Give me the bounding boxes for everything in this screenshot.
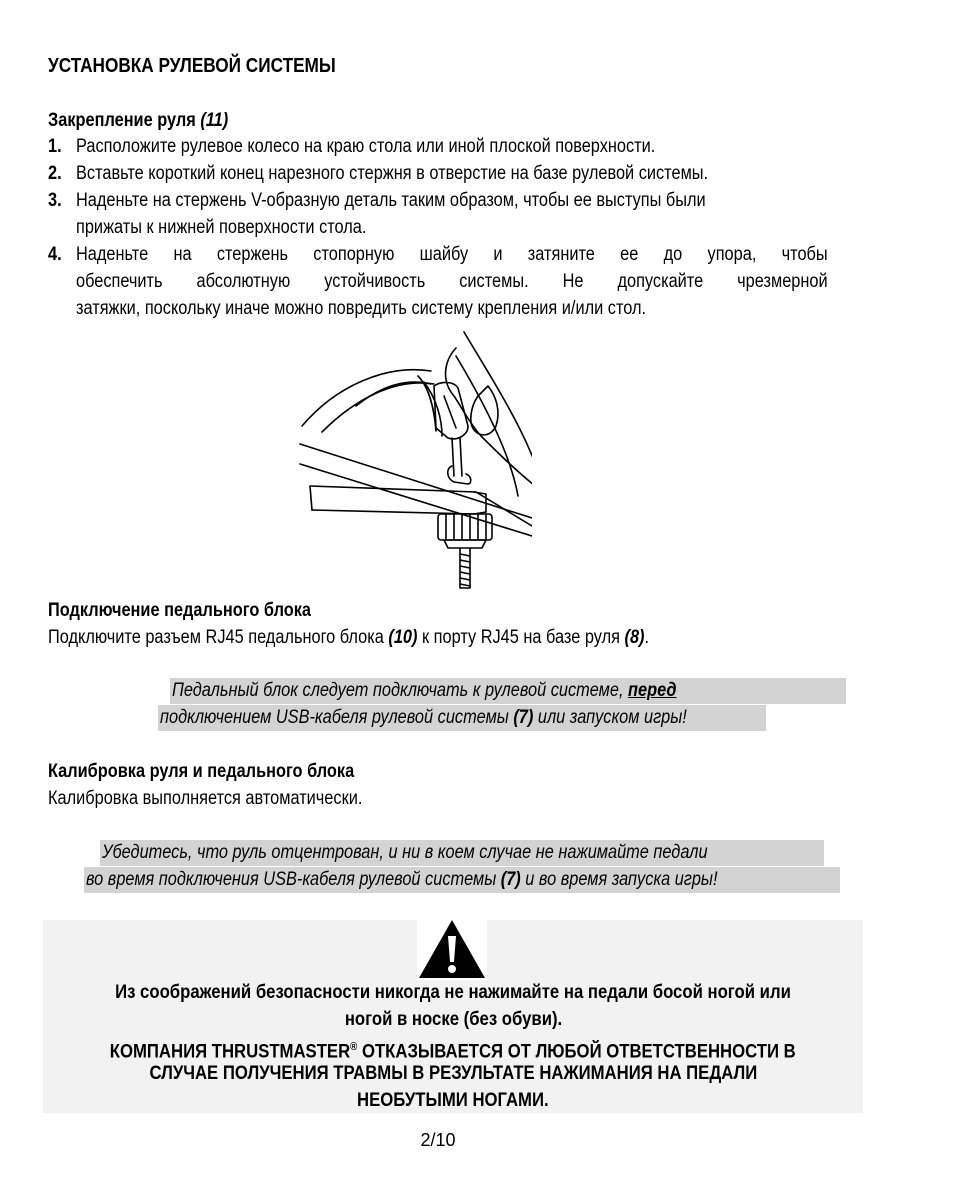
- page-title: УСТАНОВКА РУЛЕВОЙ СИСТЕМЫ: [48, 55, 336, 77]
- pedals-heading: Подключение педального блока: [48, 600, 311, 621]
- warning-text: ОТКАЗЫВАЕТСЯ ОТ ЛЮБОЙ ОТВЕТСТВЕННОСТИ В: [357, 1041, 796, 1063]
- note-text: Педальный блок следует подключать к рулевой системе,: [172, 680, 629, 701]
- calibration-note-line1: [100, 840, 824, 866]
- step-number: 2.: [48, 163, 62, 184]
- clamp-illustration: [296, 326, 532, 590]
- step-number: 3.: [48, 190, 62, 211]
- registered-mark: ®: [350, 1041, 358, 1053]
- usb-ref: (7): [513, 707, 534, 728]
- pedals-ref: (10): [388, 627, 418, 648]
- warning-triangle-icon: [417, 918, 487, 980]
- step-number: 1.: [48, 136, 62, 157]
- warning-line: [43, 1007, 863, 1033]
- note-text: Убедитесь, что руль отцентрован, и ни в коем случае не нажимайте педали: [102, 842, 708, 863]
- warning-text: СЛУЧАЕ ПОЛУЧЕНИЯ ТРАВМЫ В РЕЗУЛЬТАТЕ НАЖИМАНИЯ НА ПЕДАЛИ: [149, 1063, 757, 1084]
- step-text: прижаты к нижней поверхности стола.: [76, 217, 367, 238]
- step-number: 4.: [48, 244, 62, 265]
- warning-line: [43, 1088, 863, 1114]
- note-text: во время подключения USB-кабеля рулевой системы: [86, 869, 501, 890]
- step-text: Вставьте короткий конец нарезного стержня в отверстие на базе рулевой системы.: [76, 163, 709, 184]
- note-emphasis: перед: [628, 680, 677, 701]
- note-text: или запуском игры!: [533, 707, 687, 728]
- mounting-heading: [48, 110, 228, 132]
- note-text: подключением USB-кабеля рулевой системы: [160, 707, 514, 728]
- step-text: Расположите рулевое колесо на краю стола или иной плоской поверхности.: [76, 136, 656, 157]
- pedals-text-part: Подключите разъем RJ45 педального блока: [48, 627, 389, 648]
- pedals-text: [48, 627, 649, 649]
- step-line: обеспечить абсолютную устойчивость системы. Не допускайте чрезмерной: [76, 271, 828, 292]
- warning-text: КОМПАНИЯ THRUSTMASTER: [110, 1041, 351, 1063]
- note-text: и во время запуска игры!: [520, 869, 718, 890]
- warning-line: [43, 1061, 863, 1087]
- warning-text: Из соображений безопасности никогда не нажимайте на педали босой ногой или: [115, 982, 791, 1003]
- mounting-heading-ref: (11): [200, 110, 229, 131]
- step-line: Наденьте на стержень стопорную шайбу и затяните ее до упора, чтобы: [76, 244, 828, 265]
- pedals-note-line2: [158, 705, 766, 731]
- wheel-ref: (8): [624, 627, 645, 648]
- page-number: 2/10: [420, 1130, 456, 1150]
- pedals-text-part: к порту RJ45 на базе руля: [417, 627, 625, 648]
- step-line: затяжки, поскольку иначе можно повредить систему крепления и/или стол.: [76, 298, 647, 319]
- step-text: Наденьте на стержень V-образную деталь таким образом, чтобы ее выступы были: [76, 190, 706, 211]
- calibration-heading: Калибровка руля и педального блока: [48, 761, 355, 782]
- calibration-text: Калибровка выполняется автоматически.: [48, 788, 363, 809]
- pedals-text-part: .: [644, 627, 650, 648]
- warning-text: ногой в носке (без обуви).: [344, 1009, 562, 1030]
- mounting-heading-text: Закрепление руля: [48, 110, 196, 131]
- warning-line: [43, 980, 863, 1006]
- pedals-note-line1: [170, 678, 846, 704]
- calibration-note-line2: [84, 867, 840, 893]
- step-text: [76, 244, 828, 320]
- usb-ref: (7): [500, 869, 521, 890]
- warning-text: НЕОБУТЫМИ НОГАМИ.: [357, 1090, 549, 1111]
